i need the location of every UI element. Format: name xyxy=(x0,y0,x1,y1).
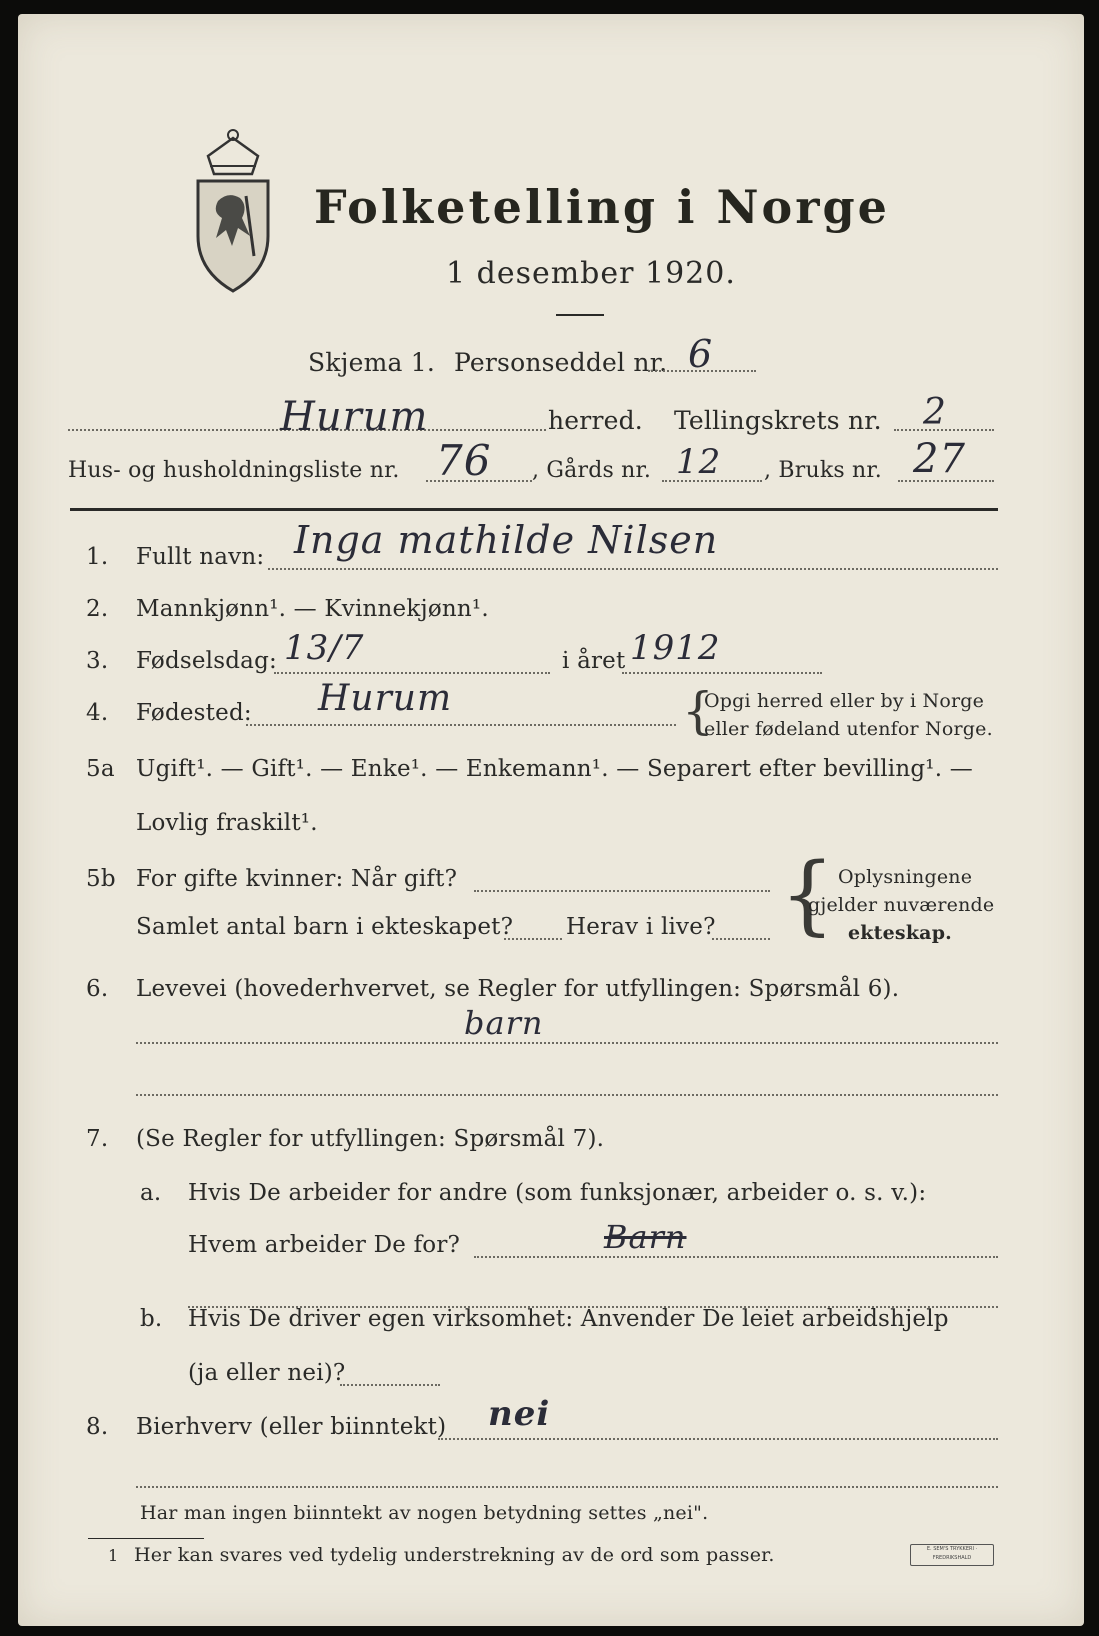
gards-label: , Gårds nr. xyxy=(532,458,652,483)
q1-label: Fullt navn: xyxy=(136,544,265,570)
q5b-line2a: Samlet antal barn i ekteskapet? xyxy=(136,914,514,940)
title-divider xyxy=(556,314,604,316)
personseddel-label: Personseddel nr. xyxy=(454,348,668,377)
q6-number: 6. xyxy=(86,976,109,1002)
q6-line-2 xyxy=(136,1094,998,1096)
q7b-letter: b. xyxy=(140,1306,163,1332)
q5b-married-line xyxy=(474,890,770,892)
q7b-line1: Hvis De driver egen virksomhet: Anvender De leiet arbeidshjelp xyxy=(188,1306,949,1332)
q4-brace: { xyxy=(682,682,714,740)
q4-value: Hurum xyxy=(318,678,453,719)
q8-line xyxy=(438,1438,998,1440)
herred-value: Hurum xyxy=(280,394,429,440)
q5b-alive-line xyxy=(712,938,770,940)
q6-line-1 xyxy=(136,1042,998,1044)
printer-stamp xyxy=(910,1544,994,1566)
q1-line xyxy=(268,568,998,570)
q7a-line2: Hvem arbeider De for? xyxy=(188,1232,461,1258)
q6-label: Levevei (hovederhvervet, se Regler for utfyllingen: Spørsmål 6). xyxy=(136,976,900,1002)
q4-number: 4. xyxy=(86,700,109,726)
q5a-line1: Ugift¹. — Gift¹. — Enke¹. — Enkemann¹. — Separert efter bevilling¹. — xyxy=(136,756,973,782)
q8-line-2 xyxy=(136,1486,998,1488)
q4-note-2: eller fødeland utenfor Norge. xyxy=(704,718,993,740)
q5b-note-2: gjelder nuværende xyxy=(808,894,995,916)
q1-number: 1. xyxy=(86,544,109,570)
q3-year-label: i året xyxy=(562,648,626,674)
personseddel-value: 6 xyxy=(688,332,714,376)
census-form xyxy=(18,14,1084,1626)
husliste-label: Hus- og husholdningsliste nr. xyxy=(68,458,400,483)
q5b-children-line xyxy=(504,938,562,940)
q7b-line xyxy=(340,1384,440,1386)
q7-number: 7. xyxy=(86,1126,109,1152)
q8-label: Bierhverv (eller biinntekt) xyxy=(136,1414,447,1440)
q3-value: 13/7 xyxy=(284,628,365,668)
printer-stamp-text: E. SEM'S TRYKKERI · FREDRIKSHALD xyxy=(926,1546,978,1561)
q2-number: 2. xyxy=(86,596,109,622)
q5b-line2b: Herav i live? xyxy=(566,914,716,940)
q8-number: 8. xyxy=(86,1414,109,1440)
q2-label: Mannkjønn¹. — Kvinnekjønn¹. xyxy=(136,596,489,622)
q4-line xyxy=(246,724,676,726)
footnote-mark: 1 xyxy=(108,1546,119,1565)
q7a-line1: Hvis De arbeider for andre (som funksjonær, arbeider o. s. v.): xyxy=(188,1180,927,1206)
q5b-note-1: Oplysningene xyxy=(838,866,973,888)
footnote-divider xyxy=(88,1538,204,1539)
q5a-line2: Lovlig fraskilt¹. xyxy=(136,810,318,836)
q5a-number: 5a xyxy=(86,756,115,782)
footnote-text: Her kan svares ved tydelig understrekning av de ord som passer. xyxy=(134,1544,775,1566)
q7b-line2: (ja eller nei)? xyxy=(188,1360,346,1386)
q5b-note-3: ekteskap. xyxy=(848,922,952,944)
schema-label: Skjema 1. xyxy=(308,348,436,377)
bruks-label: , Bruks nr. xyxy=(764,458,882,483)
q4-note-1: Opgi herred eller by i Norge xyxy=(704,690,985,712)
q7a-value: Barn xyxy=(604,1218,687,1256)
q7a-letter: a. xyxy=(140,1180,162,1206)
tellingskrets-label: Tellingskrets nr. xyxy=(674,406,882,435)
header-divider xyxy=(70,508,998,511)
husliste-value: 76 xyxy=(436,436,492,485)
census-date: 1 desember 1920. xyxy=(446,256,736,291)
q8-value: nei xyxy=(488,1394,551,1434)
q5b-number: 5b xyxy=(86,866,116,892)
page-title: Folketelling i Norge xyxy=(314,180,890,234)
q1-value: Inga mathilde Nilsen xyxy=(294,518,719,562)
q7-label: (Se Regler for utfyllingen: Spørsmål 7). xyxy=(136,1126,605,1152)
note-nei: Har man ingen biinntekt av nogen betydning settes „nei". xyxy=(140,1502,709,1524)
tellingskrets-value: 2 xyxy=(923,392,947,433)
q3-year-line xyxy=(622,672,822,674)
q3-label: Fødselsdag: xyxy=(136,648,277,674)
q3-date-line xyxy=(274,672,550,674)
q4-label: Fødested: xyxy=(136,700,252,726)
q3-number: 3. xyxy=(86,648,109,674)
gards-value: 12 xyxy=(676,442,722,482)
q3-year-value: 1912 xyxy=(630,628,721,668)
herred-label: herred. xyxy=(548,406,643,435)
q7a-line xyxy=(474,1256,998,1258)
q6-value: barn xyxy=(464,1004,544,1042)
bruks-value: 27 xyxy=(913,436,966,482)
q5b-line1: For gifte kvinner: Når gift? xyxy=(136,866,458,892)
coat-of-arms-emblem xyxy=(188,126,278,296)
q5b-brace: { xyxy=(780,845,835,945)
